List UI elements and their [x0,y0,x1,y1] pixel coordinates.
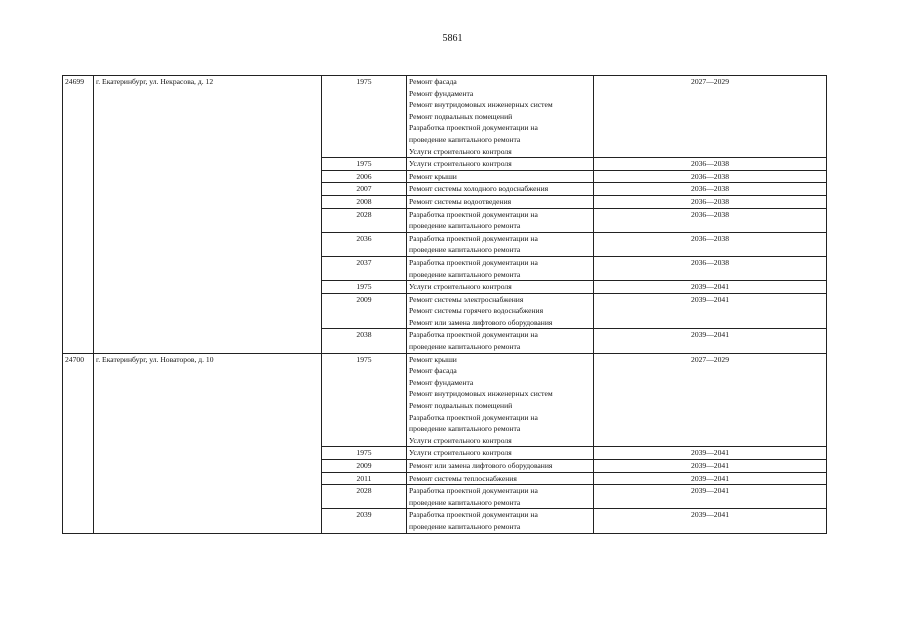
period-cell: 2036—2038 [594,232,827,256]
year-cell: 2011 [322,472,407,485]
works-cell [407,485,594,509]
work-item: Разработка проектной документации на [409,330,538,340]
year-cell: 1975 [322,447,407,460]
work-item: проведение капитального ремонта [409,521,521,531]
work-item: Ремонт внутридомовых инженерных систем [409,389,553,399]
work-item: Ремонт фасада [409,77,457,86]
works-cell [407,472,594,485]
year-cell: 1975 [322,353,407,447]
house-address-cell: г. Екатеринбург, ул. Некрасова, д. 12 [94,76,322,354]
period-cell: 2039—2041 [594,293,827,329]
works-cell [407,183,594,196]
house-id-cell: 24700 [63,353,94,533]
work-item: Услуги строительного контроля [409,146,512,156]
work-item: проведение капитального ремонта [409,342,521,352]
work-item: проведение капитального ремонта [409,497,521,507]
work-item: Ремонт фундамента [409,88,474,98]
work-item: Услуги строительного контроля [409,282,512,292]
year-cell: 2009 [322,460,407,473]
period-cell: 2039—2041 [594,447,827,460]
work-item: Ремонт фасада [409,366,457,376]
period-cell: 2036—2038 [594,208,827,232]
work-item: Разработка проектной документации на [409,510,538,520]
works-cell [407,353,594,447]
period-cell: 2039—2041 [594,472,827,485]
works-cell [407,170,594,183]
works-cell [407,293,594,329]
year-cell: 1975 [322,158,407,171]
period-cell: 2036—2038 [594,195,827,208]
works-cell [407,281,594,294]
works-cell [407,256,594,280]
house-address-cell: г. Екатеринбург, ул. Новаторов, д. 10 [94,353,322,533]
year-cell: 1975 [322,281,407,294]
repair-schedule-body [63,76,827,534]
work-item: Ремонт внутридомовых инженерных систем [409,100,553,110]
work-item: Ремонт системы электроснабжения [409,294,524,304]
period-cell: 2039—2041 [594,509,827,533]
work-item: Ремонт подвальных помещений [409,111,513,121]
work-item: Разработка проектной документации на [409,233,538,243]
year-cell: 2039 [322,509,407,533]
works-cell [407,208,594,232]
work-item: Ремонт системы водоотведения [409,196,512,206]
work-item: Ремонт или замена лифтового оборудования [409,461,553,470]
period-cell: 2036—2038 [594,183,827,196]
work-item: Ремонт системы горячего водоснабжения [409,306,544,316]
work-item: проведение капитального ремонта [409,245,521,255]
works-cell [407,195,594,208]
period-cell: 2039—2041 [594,329,827,353]
period-cell: 2039—2041 [594,281,827,294]
year-cell: 2009 [322,293,407,329]
work-item: Ремонт или замена лифтового оборудования [409,317,553,327]
period-cell: 2027—2029 [594,76,827,158]
year-cell: 2028 [322,208,407,232]
year-cell: 2037 [322,256,407,280]
works-cell [407,329,594,353]
period-cell: 2036—2038 [594,256,827,280]
works-cell [407,76,594,158]
table-row [63,353,827,447]
repair-schedule-table [62,75,827,534]
work-item: проведение капитального ремонта [409,134,521,144]
works-cell [407,158,594,171]
works-cell [407,509,594,533]
work-item: Услуги строительного контроля [409,159,512,169]
works-cell [407,460,594,473]
work-item: Разработка проектной документации на [409,412,538,422]
period-cell: 2039—2041 [594,460,827,473]
year-cell: 2028 [322,485,407,509]
period-cell: 2027—2029 [594,353,827,447]
year-cell: 2006 [322,170,407,183]
page-number: 5861 [442,33,463,44]
work-item: Ремонт системы теплоснабжения [409,473,517,483]
work-item: Ремонт крыши [409,171,457,181]
year-cell: 2008 [322,195,407,208]
period-cell: 2039—2041 [594,485,827,509]
table-row [63,76,827,158]
work-item: проведение капитального ремонта [409,269,521,279]
period-cell: 2036—2038 [594,170,827,183]
work-item: Разработка проектной документации на [409,209,538,219]
work-item: Услуги строительного контроля [409,448,512,458]
works-cell [407,447,594,460]
work-item: Ремонт системы холодного водоснабжения [409,184,549,194]
work-item: Разработка проектной документации на [409,123,538,133]
work-item: проведение капитального ремонта [409,424,521,434]
year-cell: 1975 [322,76,407,158]
work-item: проведение капитального ремонта [409,221,521,231]
work-item: Разработка проектной документации на [409,486,538,496]
works-cell [407,232,594,256]
work-item: Ремонт подвальных помещений [409,401,513,411]
work-item: Разработка проектной документации на [409,257,538,267]
year-cell: 2038 [322,329,407,353]
year-cell: 2036 [322,232,407,256]
work-item: Ремонт фундамента [409,377,474,387]
house-id-cell: 24699 [63,76,94,354]
period-cell: 2036—2038 [594,158,827,171]
year-cell: 2007 [322,183,407,196]
work-item: Ремонт крыши [409,354,457,364]
work-item: Услуги строительного контроля [409,435,512,445]
